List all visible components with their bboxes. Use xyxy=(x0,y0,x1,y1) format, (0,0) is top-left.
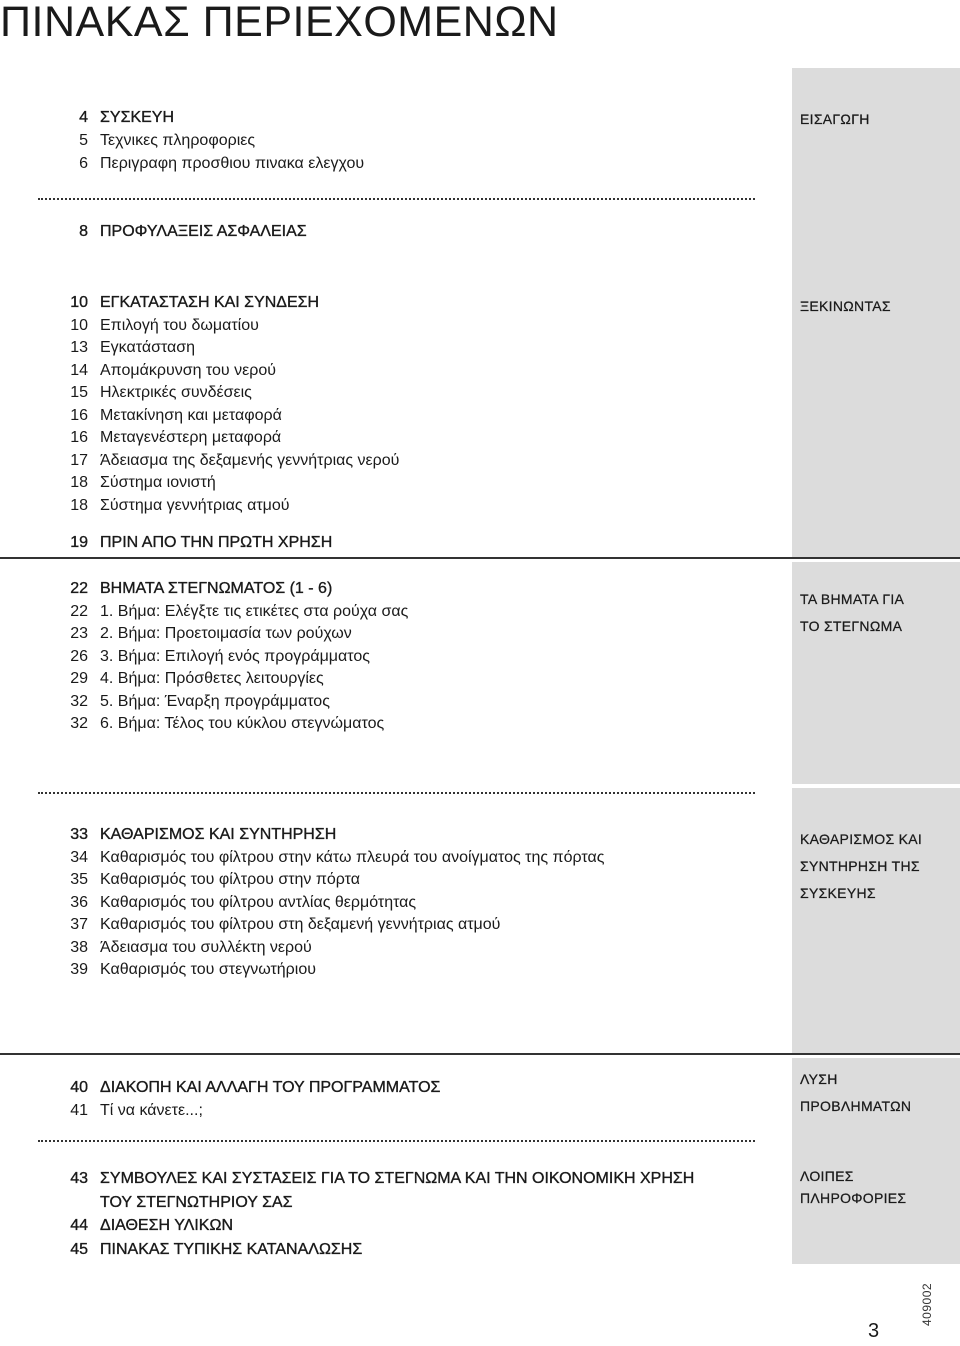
toc-page-number: 10 xyxy=(70,294,88,311)
toc-entry-title: Μεταγενέστερη μεταφορά xyxy=(100,429,282,446)
toc-entry-title: Καθαρισμός του στεγνωτήριου xyxy=(100,961,316,978)
sidebar-label-line: ΤΑ ΒΗΜΑΤΑ ΓΙΑ xyxy=(800,591,905,607)
toc-page-number: 44 xyxy=(70,1217,88,1234)
toc-page-number: 19 xyxy=(70,534,88,551)
toc-page-number: 33 xyxy=(70,826,88,843)
toc-page-number: 29 xyxy=(70,670,88,687)
toc-entry-title: Μετακίνηση και μεταφορά xyxy=(100,406,282,424)
toc-entry-title: 5. Βήμα: Έναρξη προγράμματος xyxy=(100,692,330,710)
toc-page-number: 17 xyxy=(70,451,88,469)
toc-page-number: 32 xyxy=(70,715,88,732)
toc-page-number: 16 xyxy=(70,429,88,446)
toc-entry-title: ΔΙΑΘΕΣΗ ΥΛΙΚΩΝ xyxy=(100,1217,233,1234)
document-id: 409002 xyxy=(920,1282,934,1326)
toc-entry-title: Καθαρισμός του φίλτρου αντλίας θερμότητας xyxy=(100,893,417,911)
sidebar-label-line: ΞΕΚΙΝΩΝΤΑΣ xyxy=(800,298,891,314)
toc-page-number: 4 xyxy=(79,109,88,126)
toc-page-number: 13 xyxy=(70,339,88,356)
toc-entry-title: Τεχνικες πληροφοριες xyxy=(100,132,256,149)
sidebar-label-line: ΛΟΙΠΕΣ xyxy=(800,1168,854,1184)
toc-page-number: 32 xyxy=(70,692,88,710)
toc-entry-title: 6. Βήμα: Τέλος του κύκλου στεγνώματος xyxy=(100,715,385,732)
toc-entry-title: ΣΥΣΚΕΥΗ xyxy=(100,109,175,126)
toc-entry-title: ΣΥΜΒΟΥΛΕΣ ΚΑΙ ΣΥΣΤΑΣΕΙΣ ΓΙΑ ΤΟ ΣΤΕΓΝΩΜΑ ΚΑΙ ΤΗΝ ΟΙΚΟΝΟΜΙΚΗ ΧΡΗΣΗ xyxy=(100,1170,695,1187)
toc-page-number: 16 xyxy=(70,406,88,424)
sidebar-label-line: ΕΙΣΑΓΩΓΗ xyxy=(800,111,870,127)
toc-page-number: 18 xyxy=(70,496,88,514)
toc-page-number: 10 xyxy=(70,316,88,334)
toc-page-number: 38 xyxy=(70,938,88,956)
toc-page-number: 14 xyxy=(70,361,88,379)
sidebar-label-line: ΠΡΟΒΛΗΜΑΤΩΝ xyxy=(800,1098,912,1114)
sidebar-label-line: ΠΛΗΡΟΦΟΡΙΕΣ xyxy=(800,1190,907,1206)
toc-page-number: 8 xyxy=(79,223,88,240)
sidebar-label-steps xyxy=(800,586,950,640)
sidebar-label-line: ΚΑΘΑΡΙΣΜΟΣ ΚΑΙ xyxy=(800,831,923,847)
dotted-separator xyxy=(38,1140,755,1142)
sidebar-label-line: ΛΥΣΗ xyxy=(800,1071,838,1087)
divider-line xyxy=(0,1053,960,1055)
toc-entry-title: 2. Βήμα: Προετοιμασία των ρούχων xyxy=(100,625,352,642)
toc-page-number: 34 xyxy=(70,848,88,866)
toc-entry-title: ΠΡΙΝ ΑΠΟ ΤΗΝ ΠΡΩΤΗ ΧΡΗΣΗ xyxy=(100,534,333,551)
toc-entry-title: ΒΗΜΑΤΑ ΣΤΕΓΝΩΜΑΤΟΣ (1 - 6) xyxy=(100,580,333,597)
sidebar-label-line: ΣΥΝΤΗΡΗΣΗ ΤΗΣ xyxy=(800,858,920,874)
sidebar-label-line: ΣΥΣΚΕΥΗΣ xyxy=(800,885,876,901)
toc-page-number: 36 xyxy=(70,893,88,911)
page-title: ΠΙΝΑΚΑΣ ΠΕΡΙΕΧΟΜΕΝΩΝ xyxy=(0,0,559,46)
toc-page-number: 22 xyxy=(70,602,88,620)
toc-entry-title: Επιλογή του δωματίου xyxy=(100,316,259,334)
toc-page-number: 5 xyxy=(79,132,88,149)
toc-page-number: 43 xyxy=(70,1170,88,1187)
toc-entry-title: Τί να κάνετε...; xyxy=(100,1102,203,1119)
toc-entry-title: Καθαρισμός του φίλτρου στην πόρτα xyxy=(100,871,361,888)
toc-entry-title: 4. Βήμα: Πρόσθετες λειτουργίες xyxy=(100,670,324,687)
toc-page-number: 37 xyxy=(70,916,88,933)
toc-page-number: 18 xyxy=(70,474,88,491)
toc-page-number: 26 xyxy=(70,647,88,665)
sidebar-label-trouble xyxy=(800,1066,950,1120)
toc-page-number: 22 xyxy=(70,580,88,597)
toc-entry-title: ΚΑΘΑΡΙΣΜΟΣ ΚΑΙ ΣΥΝΤΗΡΗΣΗ xyxy=(100,826,337,843)
toc-page-number: 23 xyxy=(70,625,88,642)
toc-page-number: 6 xyxy=(79,155,88,172)
sidebar-label-start xyxy=(800,293,950,320)
toc-page-number: 41 xyxy=(70,1102,88,1119)
toc-entry-title: ΤΟΥ ΣΤΕΓΝΩΤΗΡΙΟΥ ΣΑΣ xyxy=(100,1193,293,1211)
toc-entry-title: 1. Βήμα: Ελέγξτε τις ετικέτες στα ρούχα σας xyxy=(100,602,409,620)
toc-entry-title: Καθαρισμός του φίλτρου στη δεξαμενή γεννήτριας ατμού xyxy=(100,916,501,933)
toc-entry-title: Ηλεκτρικές συνδέσεις xyxy=(100,384,252,401)
divider-line xyxy=(0,557,960,559)
toc-entry-title: ΠΡΟΦΥΛΑΞΕΙΣ ΑΣΦΑΛΕΙΑΣ xyxy=(100,223,307,240)
sidebar-label-care xyxy=(800,826,950,907)
page-number: 3 xyxy=(868,1320,880,1342)
dotted-separator xyxy=(38,792,755,794)
toc-entry-title: Καθαρισμός του φίλτρου στην κάτω πλευρά του ανοίγματος της πόρτας xyxy=(100,848,605,866)
toc-entry-title: Άδειασμα της δεξαμενής γεννήτριας νερού xyxy=(100,451,400,469)
toc-page-number: 45 xyxy=(70,1240,88,1258)
toc-page-number: 39 xyxy=(70,961,88,978)
toc-entry-title: Σύστημα γεννήτριας ατμού xyxy=(100,496,290,514)
toc-entry-title: Εγκατάσταση xyxy=(100,339,196,356)
sidebar-label-other xyxy=(800,1165,950,1209)
toc-page-number: 35 xyxy=(70,871,88,888)
toc-entry-title: Σύστημα ιονιστή xyxy=(100,474,216,491)
dotted-separator xyxy=(38,198,755,200)
toc-page-number: 40 xyxy=(70,1079,88,1096)
toc-entry-title: ΕΓΚΑΤΑΣΤΑΣΗ ΚΑΙ ΣΥΝΔΕΣΗ xyxy=(100,294,320,311)
toc-entry-title: 3. Βήμα: Επιλογή ενός προγράμματος xyxy=(100,647,370,665)
toc-entry-title: ΠΙΝΑΚΑΣ ΤΥΠΙΚΗΣ ΚΑΤΑΝΑΛΩΣΗΣ xyxy=(100,1240,363,1258)
toc-entry-title: Περιγραφη προσθιου πινακα ελεγχου xyxy=(100,155,365,172)
toc-entry-title: Άδειασμα του συλλέκτη νερού xyxy=(100,938,312,956)
sidebar-label-line: ΤΟ ΣΤΕΓΝΩΜΑ xyxy=(800,618,903,634)
toc-entry-title: ΔΙΑΚΟΠΗ ΚΑΙ ΑΛΛΑΓΗ ΤΟΥ ΠΡΟΓΡΑΜΜΑΤΟΣ xyxy=(100,1079,441,1096)
toc-entry-title: Απομάκρυνση του νερού xyxy=(100,361,276,379)
sidebar-label-intro xyxy=(800,106,950,133)
toc-page-number: 15 xyxy=(70,384,88,401)
